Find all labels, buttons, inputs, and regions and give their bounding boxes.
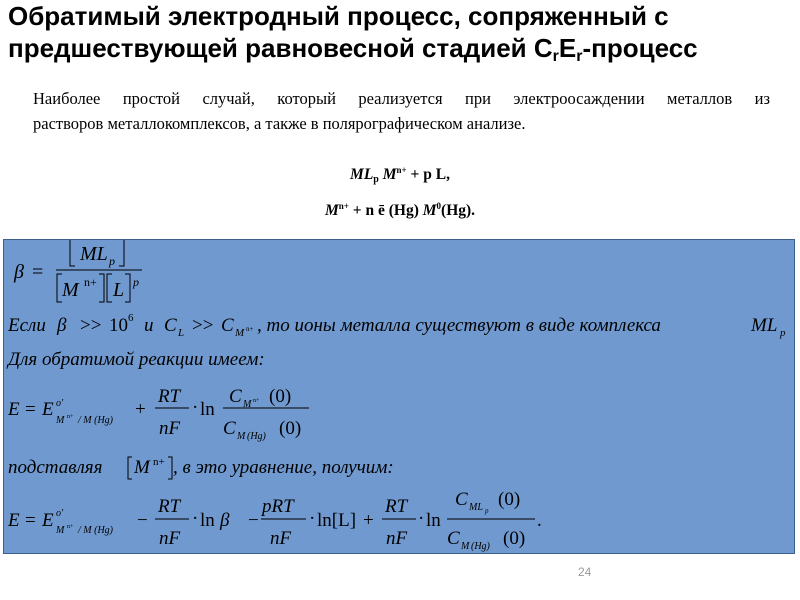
cond-ten: 10 xyxy=(109,315,128,336)
final-num-p: p xyxy=(485,507,489,515)
nernst-nF: nF xyxy=(159,418,181,439)
subst-text: подставляя xyxy=(8,457,103,478)
reaction-1-product-ion: M xyxy=(382,166,397,183)
final-cdot-1: · xyxy=(192,508,199,529)
final-beta: β xyxy=(220,510,230,531)
nernst-E: E xyxy=(8,399,20,420)
final-E0-sup: o' xyxy=(56,508,64,519)
final-E0-sub-rest: / M (Hg) xyxy=(78,525,113,536)
den-bracket-2-left xyxy=(107,274,112,302)
final-E0-sub-n: n+ xyxy=(67,524,74,530)
final-den-C: C xyxy=(447,528,460,549)
page-number: 24 xyxy=(578,565,592,579)
final-num-C: C xyxy=(455,489,468,510)
nernst-den-Hg: (Hg) xyxy=(247,431,266,442)
final-nF-1: nF xyxy=(159,528,181,549)
title-sub-2: r xyxy=(576,48,583,65)
cond-C-2: C xyxy=(221,315,234,336)
reaction-2 xyxy=(0,193,800,224)
den-bracket-2-right xyxy=(125,274,130,302)
subst-M: M xyxy=(134,457,150,478)
cond-L-sub: L xyxy=(178,327,185,339)
nernst-equation xyxy=(7,386,309,442)
cond-C-1: C xyxy=(164,315,177,336)
cond-if: Если xyxy=(8,315,46,336)
cond-MLp: ML xyxy=(751,315,778,336)
nernst-plus: + xyxy=(135,399,146,420)
num-bracket-left xyxy=(70,240,75,266)
final-minus-1: − xyxy=(137,510,148,531)
subst-bracket-left xyxy=(128,457,132,479)
nernst-ln: ln xyxy=(200,399,215,420)
subst-rest: , в это уравнение, получим: xyxy=(173,457,394,478)
reaction-2-metal: M xyxy=(422,202,437,219)
final-equals: = xyxy=(25,510,36,531)
cond-beta: β xyxy=(57,315,67,336)
den-M: M xyxy=(62,279,79,301)
nernst-den-zero: (0) xyxy=(279,418,302,439)
reversible-line: Для обратимой реакции имеем: xyxy=(8,349,265,370)
title-prefix: предшествующей равновесной стадией C xyxy=(8,33,553,63)
reaction-1-product-charge: n+ xyxy=(396,165,407,175)
reaction-1-reactant-sub: p xyxy=(373,174,379,185)
nernst-equals: = xyxy=(25,399,36,420)
nernst-den-M: M xyxy=(237,431,246,442)
nernst-num-n: n+ xyxy=(253,398,260,404)
final-den-zero: (0) xyxy=(503,528,526,549)
reaction-1-rest: + p L, xyxy=(410,166,450,183)
intro-paragraph xyxy=(33,86,770,136)
reaction-2-mid: + n ē (Hg) xyxy=(352,202,419,219)
intro-line-1: Наиболее простой случай, который реализуется при электроосаждении металлов из xyxy=(33,89,770,108)
reaction-2-ion-charge: n+ xyxy=(338,201,349,211)
beta-equals: = xyxy=(32,261,44,283)
final-plus: + xyxy=(363,510,374,531)
den-p-sup: p xyxy=(133,275,139,289)
cond-gg-1: >> xyxy=(80,315,102,336)
final-num-zero: (0) xyxy=(498,489,521,510)
nernst-RT: RT xyxy=(158,386,181,407)
beta-symbol: β xyxy=(14,261,24,283)
final-pRT: pRT xyxy=(262,496,294,517)
final-period: . xyxy=(537,510,542,531)
cond-and: и xyxy=(144,315,154,336)
reaction-1-reactant: ML xyxy=(350,166,374,183)
final-lnL: ln[L] xyxy=(317,510,357,531)
den-L: L xyxy=(113,279,125,301)
final-equation xyxy=(7,489,542,552)
final-num-ML: ML xyxy=(469,502,483,513)
nernst-E0-sup: o' xyxy=(56,398,64,409)
num-bracket-right xyxy=(119,240,124,266)
substituting-line xyxy=(8,456,394,479)
final-RT-2: RT xyxy=(385,496,408,517)
title-suffix: -процесс xyxy=(582,33,698,63)
slide-title xyxy=(8,0,798,73)
condition-line xyxy=(7,312,786,339)
cond-then-text: , то ионы металла существуют в виде комплекса xyxy=(257,315,661,336)
final-cdot-3: · xyxy=(418,508,425,529)
final-E: E xyxy=(8,510,20,531)
nernst-E0-sub-rest: / M (Hg) xyxy=(78,415,113,426)
nernst-E0-sub-M: M xyxy=(56,415,65,426)
final-den-Hg: (Hg) xyxy=(471,541,490,552)
final-cdot-2: · xyxy=(309,508,316,529)
den-n-plus: n+ xyxy=(84,275,97,289)
final-RT-1: RT xyxy=(158,496,181,517)
title-sub-1: r xyxy=(552,48,559,65)
cond-M-sub: M xyxy=(235,327,245,339)
nernst-cdot: · xyxy=(192,397,199,418)
final-ln-1: ln xyxy=(200,510,215,531)
intro-line-2: растворов металлокомплексов, а также в полярографическом анализе. xyxy=(33,114,526,133)
title-mid: E xyxy=(558,33,577,63)
nernst-num-M: M xyxy=(243,399,252,410)
nernst-den-C: C xyxy=(223,418,236,439)
nernst-num-C: C xyxy=(229,386,242,407)
reaction-2-metal-sup: 0 xyxy=(436,201,442,211)
final-E0: E xyxy=(42,510,54,531)
formula-svg xyxy=(4,240,796,555)
nernst-E0-sub-n: n+ xyxy=(67,414,74,420)
den-bracket-1-right xyxy=(99,274,104,302)
final-E0-sub-M: M xyxy=(56,525,65,536)
cond-Mn-sup: n+ xyxy=(246,325,254,333)
title-line-2 xyxy=(8,32,798,73)
final-den-M: M xyxy=(461,541,470,552)
nernst-E0: E xyxy=(42,399,54,420)
cond-MLp-sub: p xyxy=(780,327,786,339)
title-line-1: Обратимый электродный процесс, сопряженный с xyxy=(8,1,669,31)
num-p-sub: p xyxy=(109,254,115,268)
cond-six: 6 xyxy=(128,312,134,324)
nernst-num-zero: (0) xyxy=(269,386,292,407)
reaction-equations xyxy=(0,157,800,224)
reaction-2-ion: M xyxy=(324,202,339,219)
reaction-1 xyxy=(0,157,800,193)
beta-definition xyxy=(13,240,142,302)
num-ML: ML xyxy=(80,243,108,265)
formula-box xyxy=(3,239,795,554)
final-nF-3: nF xyxy=(386,528,408,549)
final-minus-2: − xyxy=(248,510,259,531)
final-ln-2: ln xyxy=(426,510,441,531)
cond-gg-2: >> xyxy=(192,315,214,336)
subst-bracket-right xyxy=(168,457,172,479)
subst-n-plus: n+ xyxy=(153,456,165,468)
reaction-2-end: (Hg). xyxy=(441,202,476,219)
final-nF-2: nF xyxy=(270,528,292,549)
